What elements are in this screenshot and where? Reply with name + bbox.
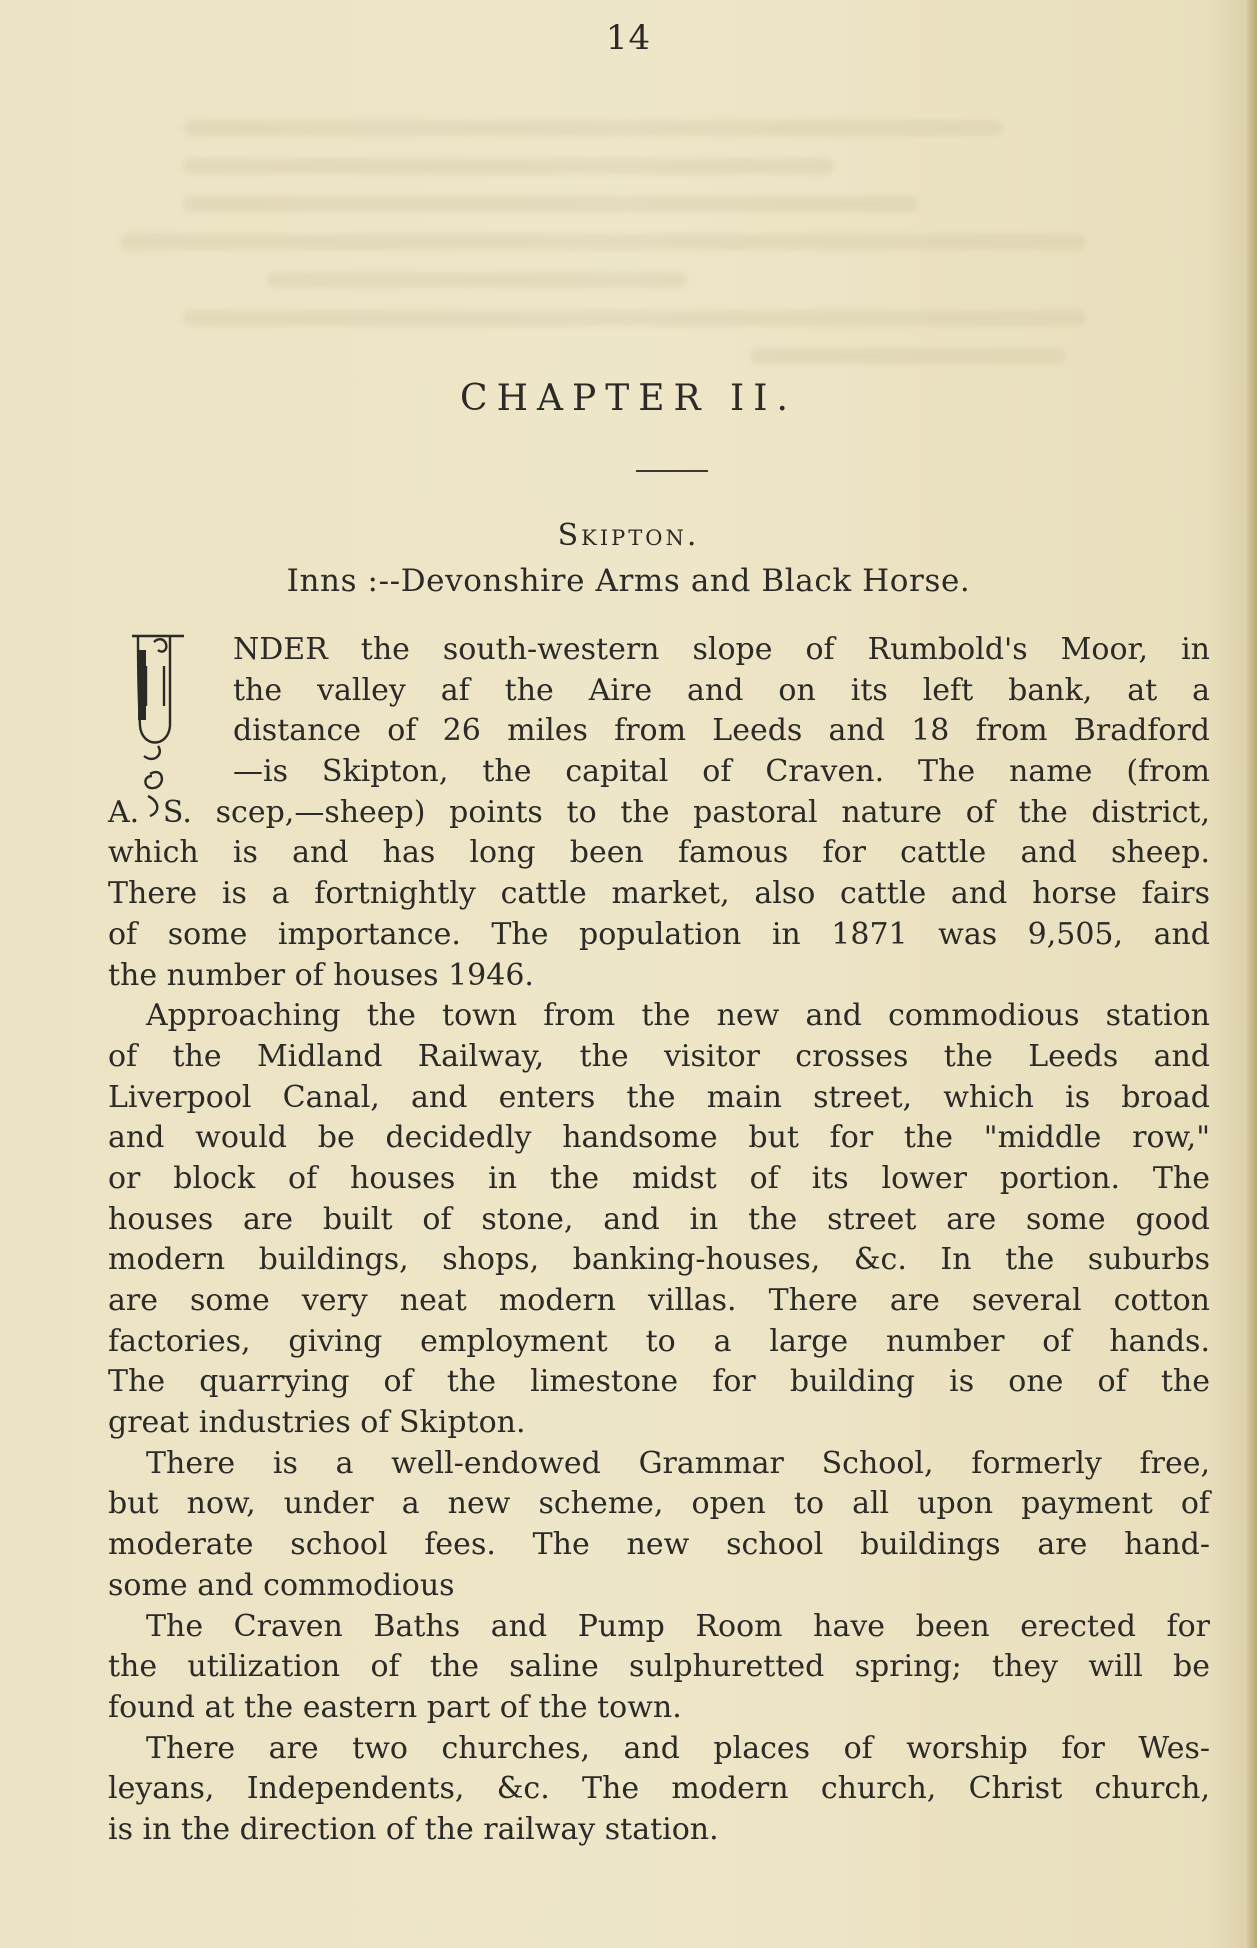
text-line: leyans, Independents, &c. The modern church, Christ church, xyxy=(108,1771,1210,1807)
inns-subheading: Inns :--Devonshire Arms and Black Horse. xyxy=(286,563,971,599)
text-line: are some very neat modern villas. There are several cotton xyxy=(108,1283,1210,1318)
text-line: which is and has long been famous for cattle and sheep. xyxy=(108,835,1210,871)
text-line: the utilization of the saline sulphuretted spring; they will be xyxy=(108,1649,1210,1685)
text-line: There is a well-endowed Grammar School, formerly free, xyxy=(146,1445,1210,1481)
bleed-through-text xyxy=(120,120,1170,520)
text-line: and would be decidedly handsome but for the "middle row," xyxy=(108,1120,1210,1156)
text-line: or block of houses in the midst of its lower portion. The xyxy=(108,1160,1210,1196)
text-line: Approaching the town from the new and commodious station xyxy=(146,998,1210,1034)
title-divider xyxy=(636,470,708,472)
chapter-body xyxy=(108,630,1210,1851)
text-line: The Craven Baths and Pump Room have been erected for xyxy=(146,1608,1210,1644)
text-line: great industries of Skipton. xyxy=(108,1405,526,1441)
text-line: The quarrying of the limestone for building is one of the xyxy=(108,1364,1210,1400)
text-line: found at the eastern part of the town. xyxy=(108,1689,682,1725)
text-line: distance of 26 miles from Leeds and 18 from Bradford xyxy=(233,713,1210,749)
text-line: moderate school fees. The new school buildings are hand- xyxy=(108,1527,1210,1563)
text-line: some and commodious xyxy=(108,1567,455,1603)
text-line: of the Midland Railway, the visitor crosses the Leeds and xyxy=(108,1038,1210,1074)
page-edge-shadow xyxy=(1247,0,1257,1948)
text-line: is in the direction of the railway station. xyxy=(108,1811,719,1847)
page-number: 14 xyxy=(605,18,652,58)
text-line: There is a fortnightly cattle market, also cattle and horse fairs xyxy=(108,876,1210,912)
text-line: A. S. scep,—sheep) points to the pastoral nature of the district, xyxy=(108,794,1210,830)
section-title: Skipton. xyxy=(557,518,700,553)
text-line: NDER the south-western slope of Rumbold's Moor, in xyxy=(233,632,1210,667)
text-line: but now, under a new scheme, open to all upon payment of xyxy=(108,1486,1210,1522)
text-line: factories, giving employment to a large number of hands. xyxy=(108,1323,1210,1359)
text-line: There are two churches, and places of worship for Wes- xyxy=(146,1730,1210,1766)
text-line: Liverpool Canal, and enters the main street, which is broad xyxy=(108,1079,1210,1115)
text-line: houses are built of stone, and in the street are some good xyxy=(108,1201,1210,1237)
text-line: of some importance. The population in 1871 was 9,505, and xyxy=(108,916,1210,952)
chapter-title: CHAPTER II. xyxy=(460,378,797,419)
text-line: —is Skipton, the capital of Craven. The name (from xyxy=(233,754,1210,790)
text-line: modern buildings, shops, banking-houses, &c. In the suburbs xyxy=(108,1242,1210,1278)
text-line: the valley af the Aire and on its left bank, at a xyxy=(233,672,1210,708)
text-line: the number of houses 1946. xyxy=(108,957,534,993)
